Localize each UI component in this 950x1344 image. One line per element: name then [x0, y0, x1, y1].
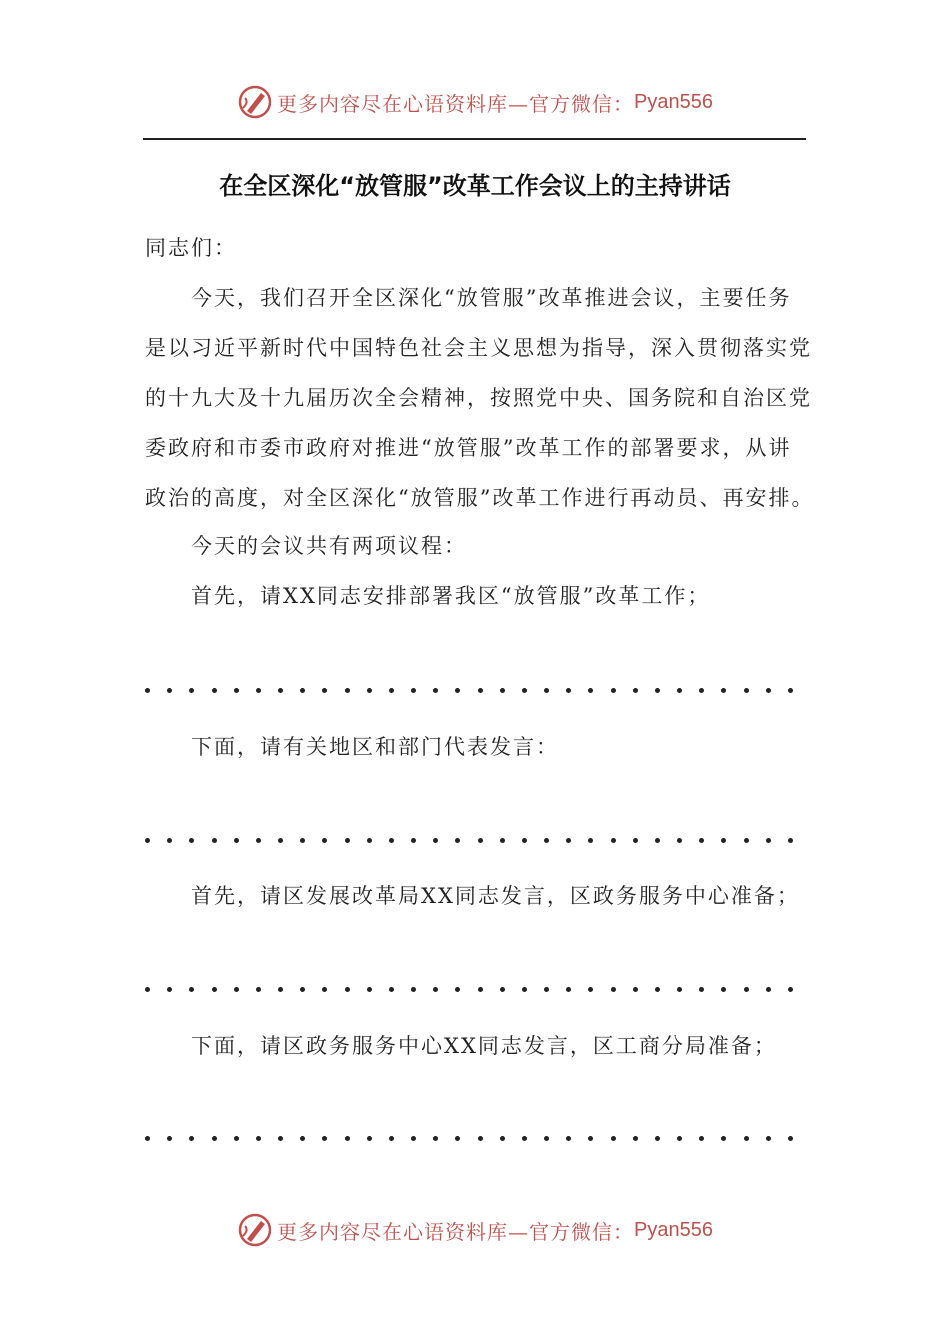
ellipsis-dot	[167, 1136, 172, 1141]
ellipsis-dot	[189, 838, 194, 843]
paragraph-line: 是以习近平新时代中国特色社会主义思想为指导，深入贯彻落实党	[145, 336, 812, 360]
ellipsis-dot	[677, 838, 682, 843]
footer-banner-handle: Pyan556	[634, 1218, 713, 1241]
ellipsis-dot	[433, 987, 438, 992]
ellipsis-dot	[500, 987, 505, 992]
ellipsis-dot	[256, 688, 261, 693]
ellipsis-dot	[300, 838, 305, 843]
ellipsis-dot	[278, 987, 283, 992]
ellipsis-divider	[145, 987, 793, 992]
ellipsis-dot	[433, 1136, 438, 1141]
ellipsis-dot	[345, 688, 350, 693]
ellipsis-dot	[256, 1136, 261, 1141]
ellipsis-dot	[655, 1136, 660, 1141]
ellipsis-dot	[411, 688, 416, 693]
ellipsis-dot	[322, 1136, 327, 1141]
ellipsis-dot	[633, 838, 638, 843]
ellipsis-dot	[300, 688, 305, 693]
ellipsis-dot	[455, 987, 460, 992]
header-banner	[0, 84, 950, 120]
speaker-first: 首先，请区发展改革局XX同志发言，区政务服务中心准备；	[191, 884, 800, 908]
ellipsis-dot	[189, 1136, 194, 1141]
ellipsis-dot	[744, 1136, 749, 1141]
agenda-first: 首先，请XX同志安排部署我区“放管服”改革工作；	[191, 584, 711, 608]
ellipsis-dot	[300, 987, 305, 992]
ellipsis-dot	[212, 688, 217, 693]
ellipsis-dot	[300, 1136, 305, 1141]
ellipsis-dot	[367, 838, 372, 843]
ellipsis-dot	[566, 1136, 571, 1141]
ellipsis-dot	[721, 838, 726, 843]
ellipsis-dot	[788, 987, 793, 992]
ellipsis-dot	[788, 688, 793, 693]
ellipsis-dot	[234, 838, 239, 843]
ellipsis-dot	[278, 1136, 283, 1141]
ellipsis-dot	[588, 688, 593, 693]
ellipsis-dot	[212, 1136, 217, 1141]
ellipsis-dot	[145, 838, 150, 843]
ellipsis-dot	[500, 838, 505, 843]
ellipsis-dot	[433, 838, 438, 843]
speaker-next: 下面，请区政务服务中心XX同志发言，区工商分局准备；	[191, 1034, 777, 1058]
ellipsis-divider	[145, 1136, 793, 1141]
ellipsis-divider	[145, 838, 793, 843]
ellipsis-dot	[234, 688, 239, 693]
ellipsis-dot	[522, 1136, 527, 1141]
ellipsis-dot	[278, 688, 283, 693]
ellipsis-dot	[189, 688, 194, 693]
ellipsis-dot	[611, 1136, 616, 1141]
ellipsis-dot	[322, 838, 327, 843]
header-banner-text: 更多内容尽在心语资料库—官方微信：	[277, 91, 635, 116]
ellipsis-dot	[699, 688, 704, 693]
ellipsis-dot	[699, 1136, 704, 1141]
ellipsis-dot	[167, 987, 172, 992]
ellipsis-dot	[389, 1136, 394, 1141]
ellipsis-dot	[234, 987, 239, 992]
ellipsis-dot	[167, 688, 172, 693]
ellipsis-dot	[611, 688, 616, 693]
ellipsis-dot	[611, 838, 616, 843]
ellipsis-dot	[345, 1136, 350, 1141]
ellipsis-dot	[677, 1136, 682, 1141]
speakers-intro: 下面，请有关地区和部门代表发言：	[191, 735, 559, 759]
ellipsis-dot	[633, 1136, 638, 1141]
ellipsis-dot	[588, 1136, 593, 1141]
header-banner-handle: Pyan556	[634, 90, 713, 113]
ellipsis-dot	[522, 987, 527, 992]
ellipsis-dot	[655, 838, 660, 843]
ellipsis-dot	[212, 838, 217, 843]
ellipsis-dot	[655, 987, 660, 992]
ellipsis-dot	[766, 1136, 771, 1141]
ellipsis-dot	[455, 688, 460, 693]
ellipsis-dot	[322, 688, 327, 693]
ellipsis-divider	[145, 688, 793, 693]
ellipsis-dot	[189, 987, 194, 992]
salutation: 同志们：	[145, 236, 237, 260]
ellipsis-dot	[411, 1136, 416, 1141]
ellipsis-dot	[522, 838, 527, 843]
ellipsis-dot	[566, 838, 571, 843]
ellipsis-dot	[145, 688, 150, 693]
ellipsis-dot	[522, 688, 527, 693]
ellipsis-dot	[411, 838, 416, 843]
ellipsis-dot	[788, 1136, 793, 1141]
ellipsis-dot	[478, 688, 483, 693]
paragraph-line: 政治的高度，对全区深化“放管服”改革工作进行再动员、再安排。	[145, 486, 815, 510]
ellipsis-dot	[145, 1136, 150, 1141]
ellipsis-dot	[256, 838, 261, 843]
ellipsis-dot	[677, 688, 682, 693]
ellipsis-dot	[367, 987, 372, 992]
ellipsis-dot	[721, 688, 726, 693]
pen-logo-icon	[237, 84, 273, 120]
ellipsis-dot	[566, 987, 571, 992]
ellipsis-dot	[677, 987, 682, 992]
ellipsis-dot	[411, 987, 416, 992]
ellipsis-dot	[145, 987, 150, 992]
document-title: 在全区深化“放管服”改革工作会议上的主持讲话	[219, 172, 731, 200]
ellipsis-dot	[500, 688, 505, 693]
ellipsis-dot	[566, 688, 571, 693]
ellipsis-dot	[744, 838, 749, 843]
ellipsis-dot	[744, 987, 749, 992]
ellipsis-dot	[544, 838, 549, 843]
paragraph-line: 委政府和市委市政府对推进“放管服”改革工作的部署要求，从讲	[145, 436, 792, 460]
ellipsis-dot	[500, 1136, 505, 1141]
ellipsis-dot	[588, 838, 593, 843]
pen-logo-icon	[237, 1212, 273, 1248]
header-divider	[143, 138, 806, 140]
ellipsis-dot	[544, 987, 549, 992]
ellipsis-dot	[611, 987, 616, 992]
ellipsis-dot	[699, 838, 704, 843]
ellipsis-dot	[478, 1136, 483, 1141]
paragraph-line: 的十九大及十九届历次全会精神，按照党中央、国务院和自治区党	[145, 386, 812, 410]
ellipsis-dot	[345, 838, 350, 843]
ellipsis-dot	[433, 688, 438, 693]
footer-banner-text: 更多内容尽在心语资料库—官方微信：	[277, 1219, 635, 1244]
footer-banner	[0, 1212, 950, 1248]
ellipsis-dot	[788, 838, 793, 843]
ellipsis-dot	[744, 688, 749, 693]
ellipsis-dot	[721, 1136, 726, 1141]
ellipsis-dot	[544, 688, 549, 693]
ellipsis-dot	[766, 987, 771, 992]
ellipsis-dot	[633, 688, 638, 693]
ellipsis-dot	[367, 1136, 372, 1141]
ellipsis-dot	[389, 688, 394, 693]
ellipsis-dot	[212, 987, 217, 992]
ellipsis-dot	[633, 987, 638, 992]
ellipsis-dot	[455, 838, 460, 843]
ellipsis-dot	[367, 688, 372, 693]
paragraph-line: 今天，我们召开全区深化“放管服”改革推进会议，主要任务	[191, 286, 792, 310]
ellipsis-dot	[256, 987, 261, 992]
ellipsis-dot	[278, 838, 283, 843]
ellipsis-dot	[766, 838, 771, 843]
ellipsis-dot	[655, 688, 660, 693]
ellipsis-dot	[544, 1136, 549, 1141]
ellipsis-dot	[389, 838, 394, 843]
ellipsis-dot	[345, 987, 350, 992]
ellipsis-dot	[322, 987, 327, 992]
ellipsis-dot	[455, 1136, 460, 1141]
ellipsis-dot	[699, 987, 704, 992]
ellipsis-dot	[766, 688, 771, 693]
ellipsis-dot	[478, 838, 483, 843]
ellipsis-dot	[588, 987, 593, 992]
ellipsis-dot	[389, 987, 394, 992]
ellipsis-dot	[234, 1136, 239, 1141]
agenda-intro: 今天的会议共有两项议程：	[191, 534, 467, 558]
ellipsis-dot	[721, 987, 726, 992]
ellipsis-dot	[167, 838, 172, 843]
ellipsis-dot	[478, 987, 483, 992]
